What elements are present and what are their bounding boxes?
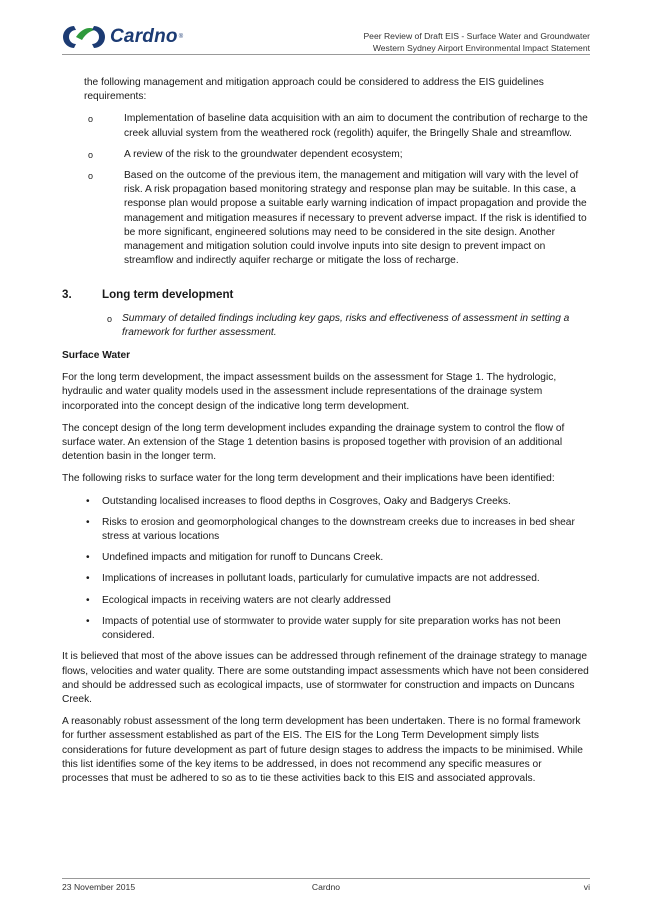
approach-item: o Implementation of baseline data acquisition with an aim to document the contribution of recharge to the creek alluvial system from the weathered rock (regolith) aquifer, the Bringelly Shale and streamflow. <box>62 112 590 140</box>
section-subtitle: o Summary of detailed findings including key gaps, risks and effectiveness of assessment in setting a framework for further assessment. <box>62 312 590 340</box>
risk-list <box>62 495 590 644</box>
surface-water-paragraph-1: For the long term development, the impact assessment builds on the assessment for Stage 1. The hydrologic, hydraulic and water quality models used in the assessment include representations of the drainage system incorporated into the concept design of the indicative long term development. <box>62 372 557 412</box>
approach-list <box>62 112 590 268</box>
risk-item: • Impacts of potential use of stormwater to provide water supply for site preparation works has not been considered. <box>62 615 590 643</box>
page-header <box>0 0 653 60</box>
surface-water-paragraph-2: The concept design of the long term development includes expanding the drainage system to control the flow of surface water. An extension of the Stage 1 detention basins is proposed together with provision of an additional detention basin in the longer term. <box>62 422 565 463</box>
intro-paragraph: the following management and mitigation approach could be considered to address the EIS guidelines requirements: <box>84 77 544 103</box>
surface-water-heading: Surface Water <box>62 350 131 362</box>
page-body <box>62 76 590 794</box>
footer-page-number: vi <box>583 882 590 892</box>
risk-item: • Outstanding localised increases to flood depths in Cosgroves, Oaky and Badgerys Creeks. <box>62 495 590 509</box>
surface-water-paragraph-5: A reasonably robust assessment of the long term development has been undertaken. There is no formal framework for further assessment established as part of the EIS. The EIS for the Long Term Development simply lists considerations for future development as part of future design stages to address the impacts to be minimised. While this list identifies some of the key items to be addressed, in does not recommend any specific measures or processes that must be adhered to so as to tie these activities back to this EIS and associated approvals. <box>62 716 583 784</box>
risk-item: • Undefined impacts and mitigation for runoff to Duncans Creek. <box>62 551 590 565</box>
footer-company: Cardno <box>311 882 341 892</box>
surface-water-paragraph-4: It is believed that most of the above issues can be addressed through refinement of the drainage strategy to manage flows, velocities and water quality. There are some outstanding impact assessments which have not been considered and should be addressed such as ecological impacts, use of stormwater for construction and impacts on Duncans Creek. <box>62 651 589 705</box>
approach-item: o A review of the risk to the groundwater dependent ecosystem; <box>62 148 590 162</box>
footer-divider <box>62 878 590 879</box>
section-heading <box>62 288 590 302</box>
risk-item: • Implications of increases in pollutant loads, particularly for cumulative impacts are not addressed. <box>62 572 590 586</box>
header-divider <box>62 54 590 55</box>
logo-registered-mark: ® <box>178 34 184 40</box>
logo-wordmark: Cardno <box>110 26 178 47</box>
document-title-line-1: Peer Review of Draft EIS - Surface Water and Groundwater <box>363 31 590 41</box>
cardno-logo <box>62 24 183 50</box>
document-title-block <box>363 30 590 54</box>
risk-item: • Risks to erosion and geomorphological changes to the downstream creeks due to increases in bed shear stress at various locations <box>62 516 590 544</box>
cardno-logo-icon <box>62 24 106 50</box>
section-title: Long term development <box>102 288 234 302</box>
surface-water-paragraph-3: The following risks to surface water for the long term development and their implications have been identified: <box>62 473 555 485</box>
document-title-line-2: Western Sydney Airport Environmental Impact Statement <box>372 43 590 53</box>
approach-item: o Based on the outcome of the previous item, the management and mitigation will vary with the level of risk. A risk propagation based monitoring strategy and response plan may be suitable. In this case, a response plan would propose a suitable early warning indication of impact propagation and provide the management and mitigation measures if necessary to prevent adverse impact. If the risk is identified to be more significant, engineered solutions may need to be considered in the site design. Another management and mitigation solution could involve inputs into site design to prevent impact on streamflow and indirectly aquifer recharge or mitigate the loss of recharge. <box>62 169 590 268</box>
risk-item: • Ecological impacts in receiving waters are not clearly addressed <box>62 594 590 608</box>
section-number: 3. <box>62 288 72 302</box>
footer-date: 23 November 2015 <box>62 882 136 892</box>
